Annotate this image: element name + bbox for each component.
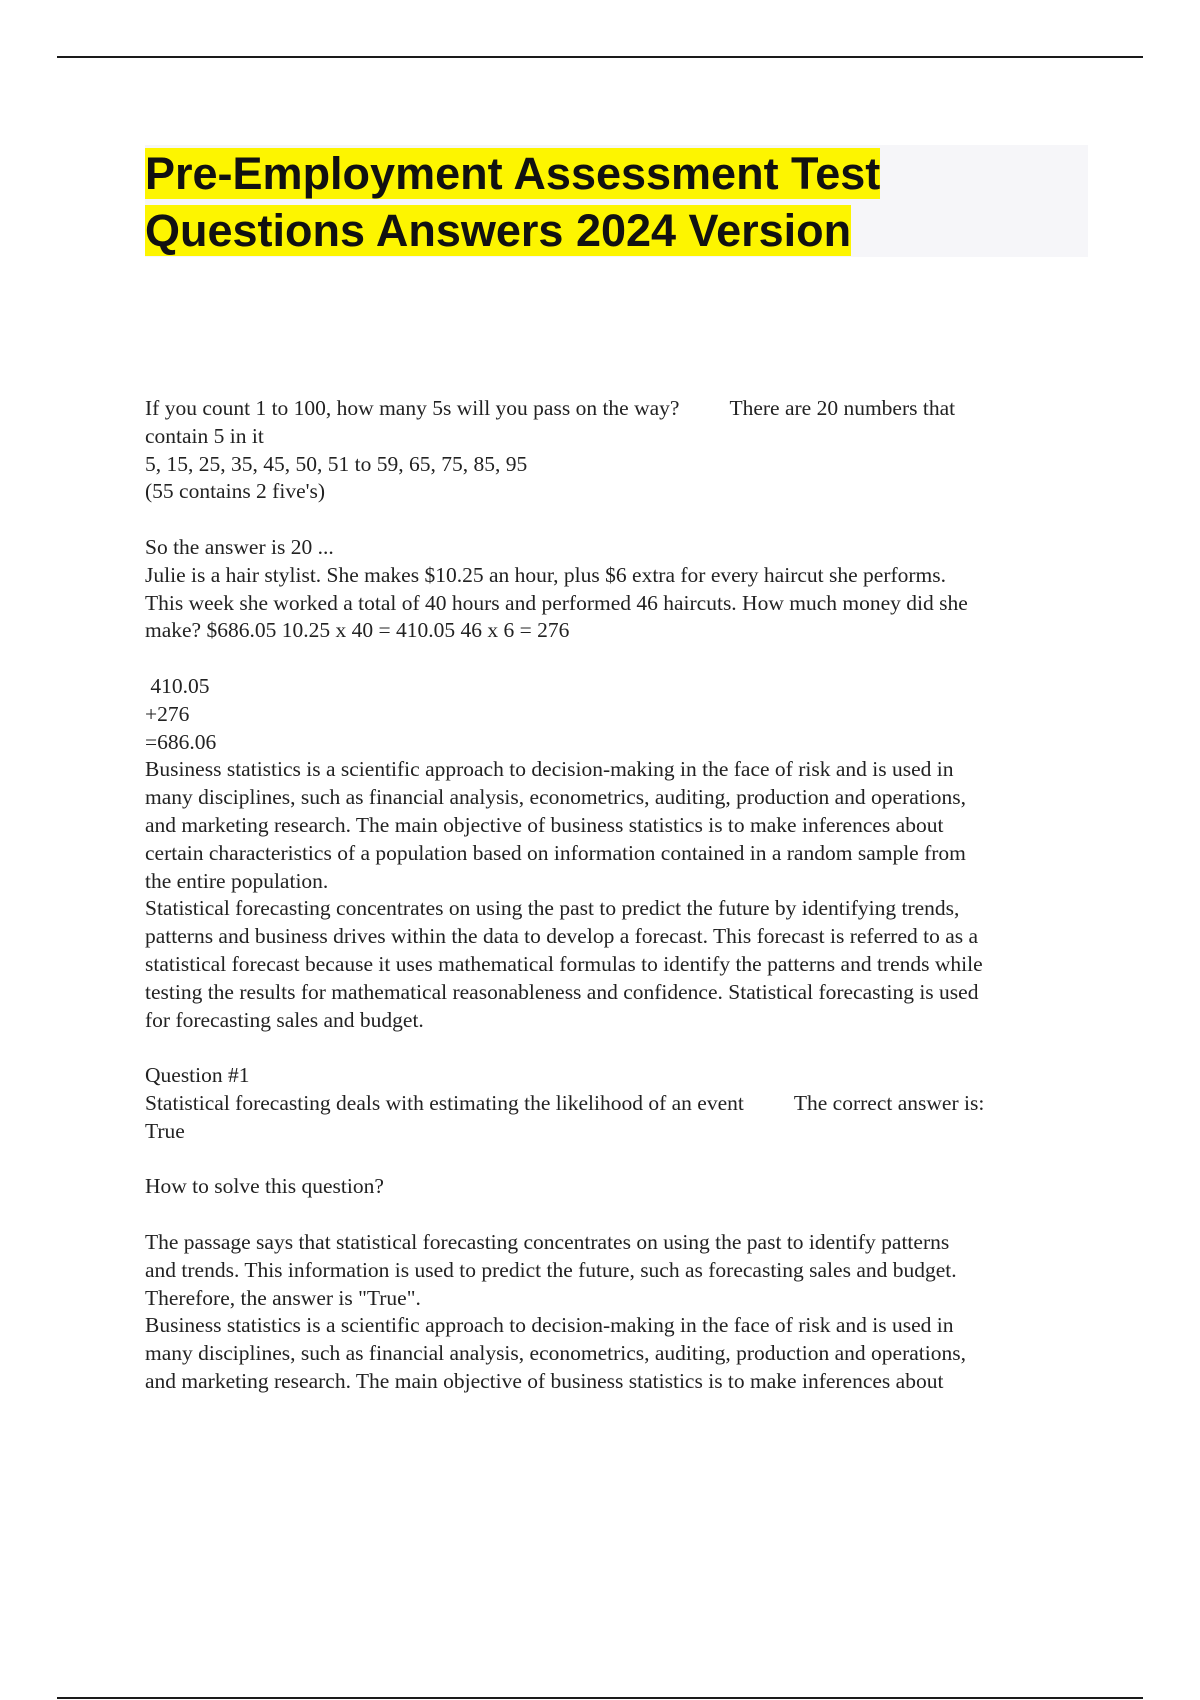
q2-calc-3: =686.06 — [145, 729, 217, 754]
bottom-divider — [57, 1697, 1143, 1699]
title-block — [145, 145, 1088, 257]
question1-statement: Statistical forecasting deals with estimating the likelihood of an event — [145, 1090, 744, 1115]
business-stats-repeat-line-2: many disciplines, such as financial analysis, econometrics, auditing, production and operations, — [145, 1341, 966, 1366]
question1-how-to: How to solve this question? — [145, 1174, 384, 1199]
q2-line-1: Julie is a hair stylist. She makes $10.25 an hour, plus $6 extra for every haircut she performs. — [145, 562, 947, 587]
q2-line-2: This week she worked a total of 40 hours and performed 46 haircuts. How much money did she — [145, 590, 968, 615]
forecasting-line-5: for forecasting sales and budget. — [145, 1007, 424, 1032]
forecasting-line-2: patterns and business drives within the data to develop a forecast. This forecast is referred to as a — [145, 924, 979, 949]
business-stats-line-1: Business statistics is a scientific approach to decision-making in the face of risk and is used in — [145, 757, 954, 782]
top-divider — [57, 56, 1143, 58]
question1-heading: Question #1 — [145, 1063, 250, 1088]
q1-conclusion: So the answer is 20 ... — [145, 534, 334, 559]
q2-calc-2: +276 — [145, 701, 190, 726]
business-stats-line-3: and marketing research. The main objective of business statistics is to make inferences about — [145, 812, 944, 837]
question1-explanation-3: Therefore, the answer is "True". — [145, 1285, 421, 1310]
business-stats-line-4: certain characteristics of a population based on information contained in a random sample from — [145, 840, 966, 865]
forecasting-line-1: Statistical forecasting concentrates on using the past to predict the future by identifying trends, — [145, 896, 960, 921]
business-stats-line-5: the entire population. — [145, 868, 329, 893]
q1-note: (55 contains 2 five's) — [145, 479, 326, 504]
q1-question-line — [145, 395, 1095, 423]
document-body — [145, 395, 1095, 1396]
question1-answer-value: True — [145, 1118, 185, 1143]
title-line-2: Questions Answers 2024 Version — [145, 205, 852, 256]
document-title — [145, 145, 1088, 259]
q1-answer-start: There are 20 numbers that — [729, 396, 956, 420]
business-stats-repeat-line-1: Business statistics is a scientific approach to decision-making in the face of risk and is used in — [145, 1313, 954, 1338]
question1-explanation-2: and trends. This information is used to predict the future, such as forecasting sales and budget. — [145, 1257, 957, 1282]
title-line-1: Pre-Employment Assessment Test — [145, 148, 881, 199]
question1-answer-label: The correct answer is: — [793, 1090, 985, 1115]
q1-list: 5, 15, 25, 35, 45, 50, 51 to 59, 65, 75, 85, 95 — [145, 451, 528, 476]
question1-statement-line — [145, 1090, 1095, 1118]
business-stats-line-2: many disciplines, such as financial analysis, econometrics, auditing, production and operations, — [145, 785, 966, 810]
q1-question: If you count 1 to 100, how many 5s will you pass on the way? — [145, 396, 680, 420]
q2-calc-1: 410.05 — [145, 673, 210, 698]
question1-explanation-1: The passage says that statistical forecasting concentrates on using the past to identify patterns — [145, 1229, 950, 1254]
forecasting-line-3: statistical forecast because it uses mathematical formulas to identify the patterns and trends while — [145, 951, 983, 976]
q1-answer-cont: contain 5 in it — [145, 423, 264, 448]
business-stats-repeat-line-3: and marketing research. The main objective of business statistics is to make inferences about — [145, 1368, 944, 1393]
q2-line-3: make? $686.05 10.25 x 40 = 410.05 46 x 6 = 276 — [145, 618, 570, 643]
forecasting-line-4: testing the results for mathematical reasonableness and confidence. Statistical forecasting is used — [145, 979, 979, 1004]
